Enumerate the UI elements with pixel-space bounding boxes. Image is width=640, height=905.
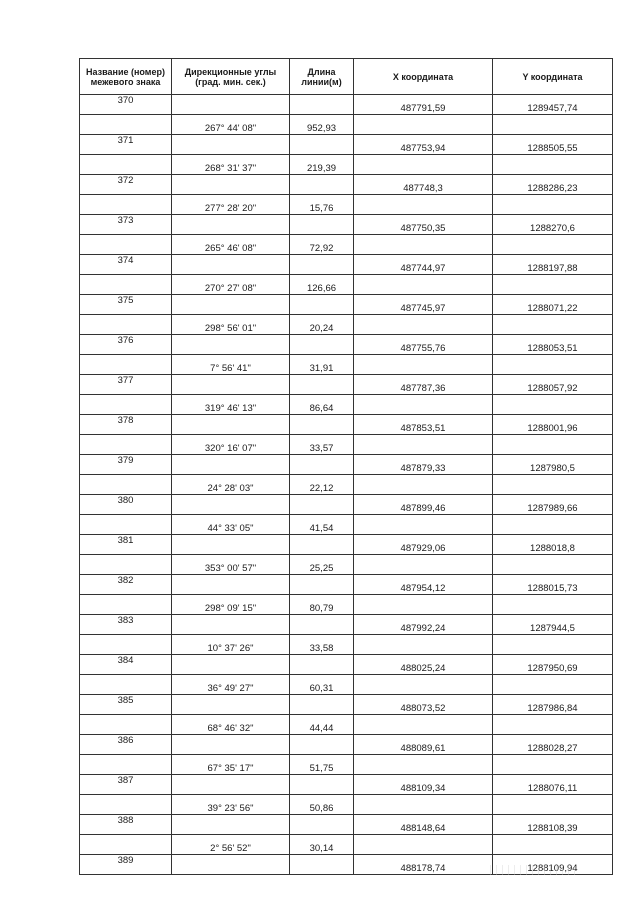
y-coordinate: 1288197,88 xyxy=(493,255,613,275)
direction-angle: 298° 09' 15" xyxy=(172,595,290,615)
header-y: Y координата xyxy=(493,59,613,95)
direction-angle: 277° 28' 20" xyxy=(172,195,290,215)
point-row xyxy=(80,695,613,715)
direction-angle: 319° 46' 13" xyxy=(172,395,290,415)
x-coordinate: 487853,51 xyxy=(354,415,493,435)
segment-row xyxy=(80,195,613,215)
length-cell-empty xyxy=(290,135,354,155)
point-number: 373 xyxy=(80,215,172,235)
line-length: 25,25 xyxy=(290,555,354,575)
x-cell-empty xyxy=(354,355,493,375)
y-cell-empty xyxy=(493,515,613,535)
x-cell-empty xyxy=(354,315,493,335)
direction-angle: 67° 35' 17" xyxy=(172,755,290,775)
x-coordinate: 488025,24 xyxy=(354,655,493,675)
angle-cell-empty xyxy=(172,695,290,715)
number-cell-empty xyxy=(80,355,172,375)
point-number: 379 xyxy=(80,455,172,475)
direction-angle: 39° 23' 56" xyxy=(172,795,290,815)
line-length: 86,64 xyxy=(290,395,354,415)
y-coordinate: 1287989,66 xyxy=(493,495,613,515)
x-coordinate: 487787,36 xyxy=(354,375,493,395)
x-coordinate: 488178,74 xyxy=(354,855,493,875)
y-cell-empty xyxy=(493,115,613,135)
point-row xyxy=(80,735,613,755)
line-length: 31,91 xyxy=(290,355,354,375)
y-coordinate: 1288001,96 xyxy=(493,415,613,435)
number-cell-empty xyxy=(80,795,172,815)
number-cell-empty xyxy=(80,675,172,695)
x-cell-empty xyxy=(354,635,493,655)
y-coordinate: 1288071,22 xyxy=(493,295,613,315)
point-number: 383 xyxy=(80,615,172,635)
point-row xyxy=(80,775,613,795)
length-cell-empty xyxy=(290,375,354,395)
angle-cell-empty xyxy=(172,455,290,475)
x-cell-empty xyxy=(354,515,493,535)
length-cell-empty xyxy=(290,95,354,115)
point-number: 388 xyxy=(80,815,172,835)
direction-angle: 265° 46' 08" xyxy=(172,235,290,255)
x-cell-empty xyxy=(354,675,493,695)
number-cell-empty xyxy=(80,835,172,855)
point-row xyxy=(80,95,613,115)
direction-angle: 7° 56' 41" xyxy=(172,355,290,375)
angle-cell-empty xyxy=(172,255,290,275)
x-cell-empty xyxy=(354,835,493,855)
x-cell-empty xyxy=(354,435,493,455)
scan-noise xyxy=(490,865,580,875)
angle-cell-empty xyxy=(172,735,290,755)
direction-angle: 298° 56' 01" xyxy=(172,315,290,335)
point-number: 385 xyxy=(80,695,172,715)
y-coordinate: 1287950,69 xyxy=(493,655,613,675)
angle-cell-empty xyxy=(172,535,290,555)
length-cell-empty xyxy=(290,735,354,755)
segment-row xyxy=(80,755,613,775)
point-number: 371 xyxy=(80,135,172,155)
angle-cell-empty xyxy=(172,415,290,435)
point-row xyxy=(80,215,613,235)
x-cell-empty xyxy=(354,595,493,615)
length-cell-empty xyxy=(290,215,354,235)
y-coordinate: 1288505,55 xyxy=(493,135,613,155)
number-cell-empty xyxy=(80,155,172,175)
segment-row xyxy=(80,395,613,415)
number-cell-empty xyxy=(80,635,172,655)
point-row xyxy=(80,615,613,635)
direction-angle: 44° 33' 05" xyxy=(172,515,290,535)
y-coordinate: 1288270,6 xyxy=(493,215,613,235)
segment-row xyxy=(80,315,613,335)
number-cell-empty xyxy=(80,315,172,335)
segment-row xyxy=(80,515,613,535)
point-row xyxy=(80,175,613,195)
point-row xyxy=(80,455,613,475)
y-cell-empty xyxy=(493,475,613,495)
angle-cell-empty xyxy=(172,135,290,155)
x-coordinate: 488148,64 xyxy=(354,815,493,835)
x-cell-empty xyxy=(354,155,493,175)
coordinates-table xyxy=(79,58,613,875)
direction-angle: 2° 56' 52" xyxy=(172,835,290,855)
y-coordinate: 1288109,94 xyxy=(493,855,613,875)
line-length: 33,58 xyxy=(290,635,354,655)
y-cell-empty xyxy=(493,675,613,695)
point-row xyxy=(80,375,613,395)
x-coordinate: 487750,35 xyxy=(354,215,493,235)
number-cell-empty xyxy=(80,115,172,135)
angle-cell-empty xyxy=(172,575,290,595)
x-cell-empty xyxy=(354,555,493,575)
direction-angle: 267° 44' 08" xyxy=(172,115,290,135)
y-coordinate: 1288015,73 xyxy=(493,575,613,595)
direction-angle: 68° 46' 32" xyxy=(172,715,290,735)
number-cell-empty xyxy=(80,195,172,215)
x-cell-empty xyxy=(354,195,493,215)
line-length: 50,86 xyxy=(290,795,354,815)
table-body xyxy=(80,95,613,875)
x-coordinate: 487745,97 xyxy=(354,295,493,315)
point-row xyxy=(80,815,613,835)
line-length: 126,66 xyxy=(290,275,354,295)
segment-row xyxy=(80,835,613,855)
line-length: 44,44 xyxy=(290,715,354,735)
direction-angle: 36° 49' 27" xyxy=(172,675,290,695)
y-cell-empty xyxy=(493,355,613,375)
x-coordinate: 488073,52 xyxy=(354,695,493,715)
point-row xyxy=(80,495,613,515)
number-cell-empty xyxy=(80,435,172,455)
point-row xyxy=(80,295,613,315)
length-cell-empty xyxy=(290,615,354,635)
number-cell-empty xyxy=(80,275,172,295)
y-cell-empty xyxy=(493,835,613,855)
line-length: 952,93 xyxy=(290,115,354,135)
segment-row xyxy=(80,675,613,695)
point-row xyxy=(80,135,613,155)
point-number: 389 xyxy=(80,855,172,875)
line-length: 60,31 xyxy=(290,675,354,695)
y-coordinate: 1288076,11 xyxy=(493,775,613,795)
header-x: X координата xyxy=(354,59,493,95)
x-cell-empty xyxy=(354,475,493,495)
point-number: 370 xyxy=(80,95,172,115)
point-number: 375 xyxy=(80,295,172,315)
angle-cell-empty xyxy=(172,775,290,795)
line-length: 33,57 xyxy=(290,435,354,455)
length-cell-empty xyxy=(290,535,354,555)
x-coordinate: 487992,24 xyxy=(354,615,493,635)
segment-row xyxy=(80,595,613,615)
angle-cell-empty xyxy=(172,95,290,115)
length-cell-empty xyxy=(290,855,354,875)
point-row xyxy=(80,575,613,595)
point-row xyxy=(80,255,613,275)
x-coordinate: 487791,59 xyxy=(354,95,493,115)
x-coordinate: 487879,33 xyxy=(354,455,493,475)
line-length: 51,75 xyxy=(290,755,354,775)
point-row xyxy=(80,655,613,675)
number-cell-empty xyxy=(80,235,172,255)
line-length: 30,14 xyxy=(290,835,354,855)
length-cell-empty xyxy=(290,655,354,675)
length-cell-empty xyxy=(290,175,354,195)
x-cell-empty xyxy=(354,755,493,775)
y-cell-empty xyxy=(493,635,613,655)
length-cell-empty xyxy=(290,575,354,595)
y-cell-empty xyxy=(493,595,613,615)
header-angle: Дирекционные углы (град. мин. сек.) xyxy=(172,59,290,95)
x-cell-empty xyxy=(354,395,493,415)
y-cell-empty xyxy=(493,755,613,775)
y-cell-empty xyxy=(493,795,613,815)
point-number: 381 xyxy=(80,535,172,555)
x-coordinate: 487748,3 xyxy=(354,175,493,195)
point-number: 382 xyxy=(80,575,172,595)
segment-row xyxy=(80,115,613,135)
point-row xyxy=(80,335,613,355)
line-length: 219,39 xyxy=(290,155,354,175)
line-length: 72,92 xyxy=(290,235,354,255)
y-cell-empty xyxy=(493,435,613,455)
y-cell-empty xyxy=(493,275,613,295)
line-length: 15,76 xyxy=(290,195,354,215)
y-coordinate: 1287986,84 xyxy=(493,695,613,715)
length-cell-empty xyxy=(290,495,354,515)
number-cell-empty xyxy=(80,395,172,415)
x-coordinate: 487929,06 xyxy=(354,535,493,555)
y-cell-empty xyxy=(493,315,613,335)
x-coordinate: 487899,46 xyxy=(354,495,493,515)
segment-row xyxy=(80,635,613,655)
length-cell-empty xyxy=(290,415,354,435)
angle-cell-empty xyxy=(172,815,290,835)
point-number: 377 xyxy=(80,375,172,395)
angle-cell-empty xyxy=(172,175,290,195)
header-length: Длина линии(м) xyxy=(290,59,354,95)
line-length: 80,79 xyxy=(290,595,354,615)
angle-cell-empty xyxy=(172,655,290,675)
line-length: 22,12 xyxy=(290,475,354,495)
angle-cell-empty xyxy=(172,615,290,635)
angle-cell-empty xyxy=(172,335,290,355)
x-coordinate: 488109,34 xyxy=(354,775,493,795)
y-coordinate: 1288108,39 xyxy=(493,815,613,835)
segment-row xyxy=(80,715,613,735)
length-cell-empty xyxy=(290,255,354,275)
y-coordinate: 1288286,23 xyxy=(493,175,613,195)
direction-angle: 320° 16' 07" xyxy=(172,435,290,455)
point-number: 386 xyxy=(80,735,172,755)
point-number: 372 xyxy=(80,175,172,195)
length-cell-empty xyxy=(290,695,354,715)
direction-angle: 270° 27' 08" xyxy=(172,275,290,295)
point-number: 387 xyxy=(80,775,172,795)
header-number: Название (номер) межевого знака xyxy=(80,59,172,95)
x-coordinate: 487744,97 xyxy=(354,255,493,275)
length-cell-empty xyxy=(290,335,354,355)
segment-row xyxy=(80,475,613,495)
number-cell-empty xyxy=(80,755,172,775)
length-cell-empty xyxy=(290,455,354,475)
segment-row xyxy=(80,355,613,375)
angle-cell-empty xyxy=(172,855,290,875)
number-cell-empty xyxy=(80,595,172,615)
x-coordinate: 487755,76 xyxy=(354,335,493,355)
x-coordinate: 487954,12 xyxy=(354,575,493,595)
y-coordinate: 1288057,92 xyxy=(493,375,613,395)
y-cell-empty xyxy=(493,715,613,735)
segment-row xyxy=(80,235,613,255)
x-cell-empty xyxy=(354,795,493,815)
x-cell-empty xyxy=(354,115,493,135)
y-cell-empty xyxy=(493,155,613,175)
angle-cell-empty xyxy=(172,215,290,235)
y-cell-empty xyxy=(493,395,613,415)
y-coordinate: 1288028,27 xyxy=(493,735,613,755)
y-coordinate: 1288053,51 xyxy=(493,335,613,355)
length-cell-empty xyxy=(290,295,354,315)
y-cell-empty xyxy=(493,195,613,215)
point-number: 380 xyxy=(80,495,172,515)
direction-angle: 353° 00' 57" xyxy=(172,555,290,575)
segment-row xyxy=(80,555,613,575)
length-cell-empty xyxy=(290,775,354,795)
y-coordinate: 1287944,5 xyxy=(493,615,613,635)
number-cell-empty xyxy=(80,515,172,535)
segment-row xyxy=(80,795,613,815)
angle-cell-empty xyxy=(172,495,290,515)
y-cell-empty xyxy=(493,555,613,575)
x-coordinate: 488089,61 xyxy=(354,735,493,755)
x-cell-empty xyxy=(354,715,493,735)
x-coordinate: 487753,94 xyxy=(354,135,493,155)
number-cell-empty xyxy=(80,715,172,735)
x-cell-empty xyxy=(354,235,493,255)
direction-angle: 10° 37' 26" xyxy=(172,635,290,655)
y-coordinate: 1288018,8 xyxy=(493,535,613,555)
y-coordinate: 1289457,74 xyxy=(493,95,613,115)
length-cell-empty xyxy=(290,815,354,835)
point-number: 376 xyxy=(80,335,172,355)
point-number: 378 xyxy=(80,415,172,435)
direction-angle: 24° 28' 03" xyxy=(172,475,290,495)
angle-cell-empty xyxy=(172,295,290,315)
table-header-row xyxy=(80,59,613,95)
number-cell-empty xyxy=(80,555,172,575)
line-length: 20,24 xyxy=(290,315,354,335)
y-cell-empty xyxy=(493,235,613,255)
point-number: 374 xyxy=(80,255,172,275)
number-cell-empty xyxy=(80,475,172,495)
angle-cell-empty xyxy=(172,375,290,395)
y-coordinate: 1287980,5 xyxy=(493,455,613,475)
direction-angle: 268° 31' 37" xyxy=(172,155,290,175)
x-cell-empty xyxy=(354,275,493,295)
segment-row xyxy=(80,155,613,175)
point-number: 384 xyxy=(80,655,172,675)
point-row xyxy=(80,415,613,435)
segment-row xyxy=(80,435,613,455)
segment-row xyxy=(80,275,613,295)
line-length: 41,54 xyxy=(290,515,354,535)
point-row xyxy=(80,535,613,555)
